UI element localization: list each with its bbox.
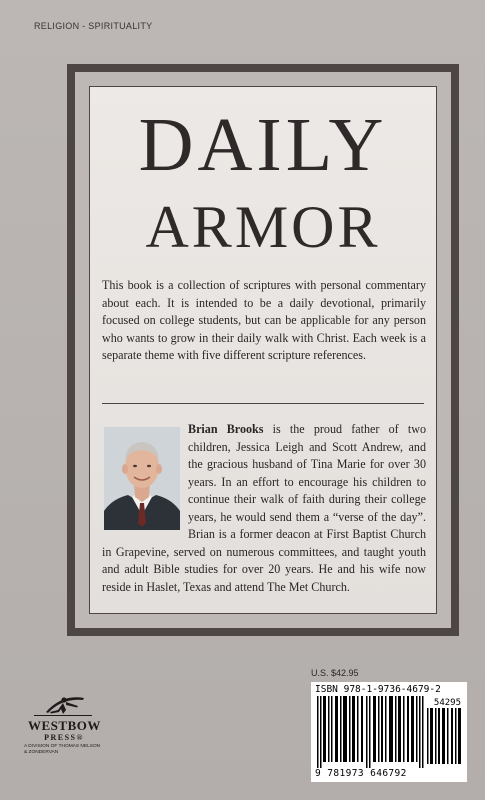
- ean-digits-text: 9 781973 646792: [315, 768, 407, 779]
- addon-barcode-icon: [427, 708, 463, 764]
- publisher-name: WESTBOW: [28, 718, 101, 733]
- author-portrait-icon: [104, 427, 180, 530]
- price-code-text: 54295: [433, 698, 461, 708]
- author-photo: [104, 427, 180, 530]
- frame-inner-border: [75, 72, 451, 628]
- title-line-2: ARMOR: [145, 194, 381, 260]
- price-label: U.S. $42.95: [311, 668, 359, 678]
- content-panel: [89, 86, 437, 614]
- publisher-press: PRESS®: [44, 733, 84, 742]
- isbn-text: ISBN 978-1-9736-4679-2: [315, 684, 441, 695]
- publisher-division: [24, 744, 104, 756]
- book-description: This book is a collection of scriptures with personal commentary about each. It is intended to be a daily devotional, primarily focused on college students, but can be applicable for any person who wants to grow in their daily walk with Christ. Each week is a separate theme with five different scripture references.: [102, 278, 426, 362]
- author-name: Brian Brooks: [188, 422, 264, 436]
- cover-frame: [67, 64, 459, 636]
- ean-barcode-icon: [317, 696, 425, 768]
- publisher-division-line-2: & ZONDERVAN: [24, 750, 59, 755]
- title-line-1: DAILY: [138, 103, 388, 187]
- publisher-division-line-1: A DIVISION OF THOMAS NELSON: [24, 744, 101, 749]
- divider-rule: [102, 403, 424, 404]
- author-bio-text: is the proud father of two children, Jessica Leigh and Scott Andrew, and the gracious husband of Tina Marie for over 30 years. In an effort to encourage his children to continue their walk of faith during their college years, he would send them a “verse of the day”. Brian is a former deacon at First Baptist Church in Grapevine, served on numerous committees, and taught youth and adult Bible studies for over 20 years. He and his wife now reside in Haslet, Texas and attend The Met Church.: [102, 422, 426, 594]
- barcode: [311, 682, 467, 782]
- category-label: RELIGION - SPIRITUALITY: [34, 21, 153, 31]
